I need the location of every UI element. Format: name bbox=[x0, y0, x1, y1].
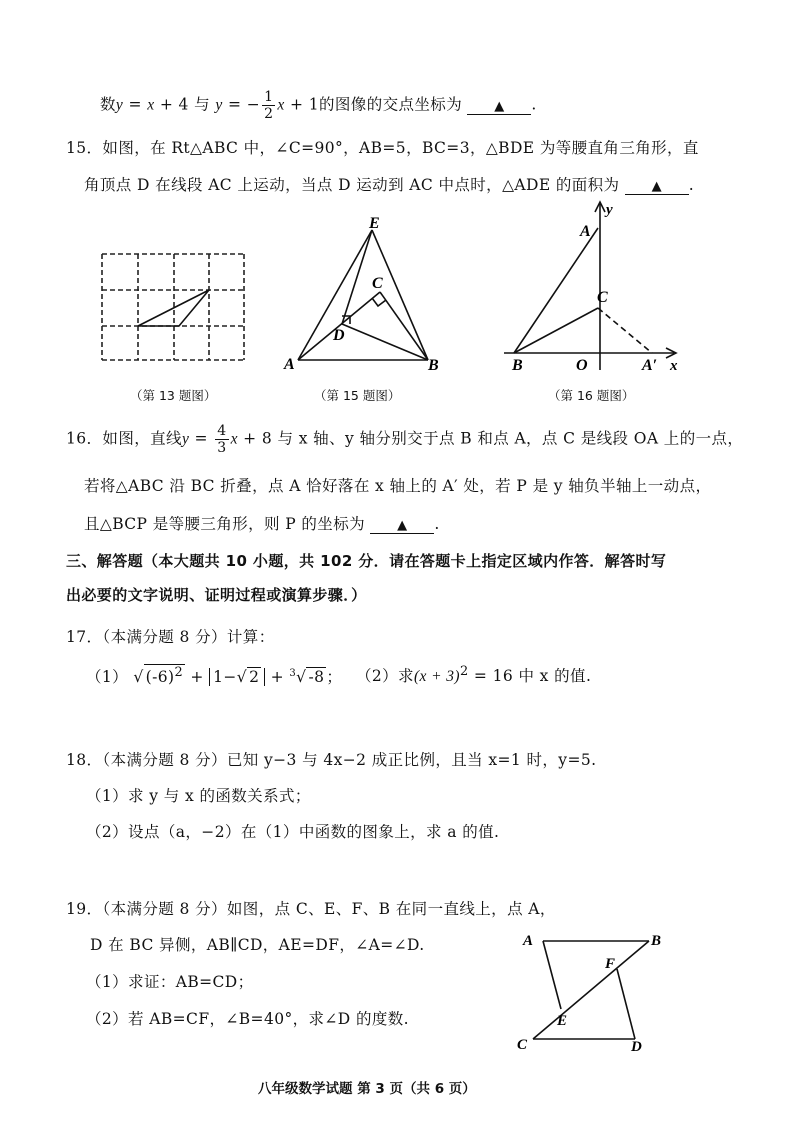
root-index: 3 bbox=[289, 668, 297, 679]
q14-text: 数 bbox=[100, 95, 116, 114]
plus-sign: + bbox=[185, 668, 210, 687]
q14-continuation bbox=[100, 90, 537, 121]
q14-end: . bbox=[531, 95, 537, 114]
label-x: x bbox=[670, 358, 678, 374]
q17-title: 17．（本满分题 8 分）计算： bbox=[66, 628, 275, 646]
q15-text: 角顶点 D 在线段 AC 上运动，当点 D 运动到 AC 中点时，△ADE 的面积为 bbox=[84, 176, 620, 194]
label-B: B bbox=[428, 357, 439, 374]
q17-part2 bbox=[356, 664, 591, 686]
q18-title: 18．（本满分题 8 分）已知 y−3 与 4x−2 成正比例，且当 x=1 时，y=5. bbox=[66, 751, 597, 769]
q16-fraction bbox=[215, 424, 228, 455]
q14-text: + 1的图像的交点坐标为 bbox=[284, 95, 463, 114]
label-C: C bbox=[517, 1037, 528, 1053]
figure-16-caption: （第 16 题图） bbox=[548, 388, 635, 403]
section-3-header-line2: 出必要的文字说明、证明过程或演算步骤．） bbox=[66, 586, 367, 604]
answer-blank bbox=[625, 176, 689, 195]
triangle-mark: ▲ bbox=[651, 179, 662, 194]
q17-part1: （1） √ $(-6)^2 + 1-√$ 2 + $^3$√ -8 ； bbox=[86, 665, 343, 687]
q14-text: = − bbox=[222, 95, 261, 114]
q16-text: 且△BCP 是等腰三角形，则 P 的坐标为 bbox=[84, 515, 365, 533]
q16-text: + 8 与 x 轴、y 轴分别交于点 B 和点 A，点 C 是线段 OA 上的一点， bbox=[237, 429, 744, 448]
abs-content: 1− bbox=[213, 668, 237, 687]
part-label: （2）求 bbox=[356, 667, 414, 686]
exponent: 2 bbox=[459, 664, 469, 679]
answer-blank bbox=[370, 515, 434, 534]
q19-part2: （2）若 AB=CF，∠B=40°，求∠D 的度数. bbox=[86, 1010, 409, 1028]
frac-denominator: 2 bbox=[264, 106, 274, 122]
q18-part1: （1）求 y 与 x 的函数关系式； bbox=[86, 787, 311, 805]
q18-part2: （2）设点（a，−2）在（1）中函数的图象上，求 a 的值. bbox=[86, 823, 500, 841]
label-D: D bbox=[631, 1039, 642, 1055]
plus-sign: + bbox=[265, 668, 290, 687]
q16-line2: 若将△ABC 沿 BC 折叠，点 A 恰好落在 x 轴上的 A′ 处，若 P 是 y 轴负半轴上一动点， bbox=[84, 477, 712, 495]
label-C: C bbox=[372, 275, 383, 292]
label-E: E bbox=[369, 215, 380, 232]
q14-text: + 4 与 bbox=[154, 95, 216, 114]
triangle-mark: ▲ bbox=[494, 98, 505, 114]
label-D: D bbox=[333, 327, 345, 344]
label-O: O bbox=[576, 357, 588, 374]
q16-end: . bbox=[434, 515, 440, 533]
label-B: B bbox=[512, 357, 523, 374]
q14-var: y bbox=[215, 96, 223, 114]
q16-line3 bbox=[84, 512, 440, 534]
radicand-base: (-6) bbox=[145, 668, 175, 687]
label-F: F bbox=[605, 956, 616, 972]
cube-radicand: -8 bbox=[308, 668, 325, 687]
q14-text: = bbox=[123, 95, 148, 114]
exponent: 2 bbox=[174, 665, 184, 680]
q19-part1: （1）求证：AB=CD； bbox=[86, 973, 254, 991]
section-3-header-line1: 三、解答题（本大题共 10 小题，共 102 分．请在答题卡上指定区域内作答．解答时写 bbox=[66, 552, 667, 570]
q16-var: x bbox=[230, 430, 238, 448]
sqrt-radicand bbox=[144, 664, 185, 686]
expression: (x + 3) bbox=[413, 668, 460, 686]
q16-line1 bbox=[66, 424, 743, 455]
triangle-mark: ▲ bbox=[397, 518, 408, 533]
absolute-value: 1−√ 2 bbox=[209, 668, 265, 686]
semicolon: ； bbox=[326, 668, 343, 687]
sqrt-radicand: 2 bbox=[249, 668, 260, 687]
q15-line1: 15．如图，在 Rt△ABC 中，∠C=90°，AB=5，BC=3，△BDE 为等腰直角三角形，直 bbox=[66, 139, 699, 157]
part-label: （1） bbox=[86, 668, 129, 687]
label-A-prime: A′ bbox=[642, 357, 658, 374]
label-C: C bbox=[597, 289, 608, 306]
frac-denominator: 3 bbox=[217, 440, 227, 456]
q15-end: . bbox=[688, 176, 695, 194]
label-A: A bbox=[284, 356, 295, 373]
q16-text: 16．如图，直线 bbox=[66, 429, 182, 448]
q14-var: x bbox=[147, 96, 155, 114]
q16-var: y bbox=[181, 430, 190, 448]
answer-blank bbox=[467, 96, 531, 115]
label-A: A bbox=[523, 933, 534, 949]
q14-var: y bbox=[115, 96, 124, 114]
q14-fraction bbox=[262, 90, 275, 121]
figure-13-caption: （第 13 题图） bbox=[130, 388, 217, 403]
frac-numerator: 1 bbox=[264, 89, 274, 105]
sqrt-sign: √ bbox=[133, 668, 144, 687]
q19-line2: D 在 BC 异侧，AB∥CD，AE=DF，∠A=∠D. bbox=[90, 936, 425, 954]
figure-13-grid bbox=[98, 250, 248, 365]
page-footer: 八年级数学试题 第 3 页（共 6 页） bbox=[258, 1081, 476, 1097]
expression-rest: = 16 中 x 的值. bbox=[468, 667, 592, 686]
label-y: y bbox=[606, 202, 613, 218]
q16-text: = bbox=[189, 429, 214, 448]
label-E: E bbox=[557, 1013, 568, 1029]
figure-16 bbox=[500, 196, 690, 376]
q19-title: 19．（本满分题 8 分）如图，点 C、E、F、B 在同一直线上，点 A， bbox=[66, 900, 556, 918]
frac-numerator: 4 bbox=[217, 423, 227, 439]
figure-19 bbox=[515, 925, 675, 1057]
figure-15 bbox=[280, 212, 450, 377]
label-B: B bbox=[651, 933, 662, 949]
q15-line2 bbox=[84, 173, 694, 195]
q14-var: x bbox=[277, 96, 285, 114]
label-A: A bbox=[580, 223, 591, 240]
figure-15-caption: （第 15 题图） bbox=[314, 388, 401, 403]
